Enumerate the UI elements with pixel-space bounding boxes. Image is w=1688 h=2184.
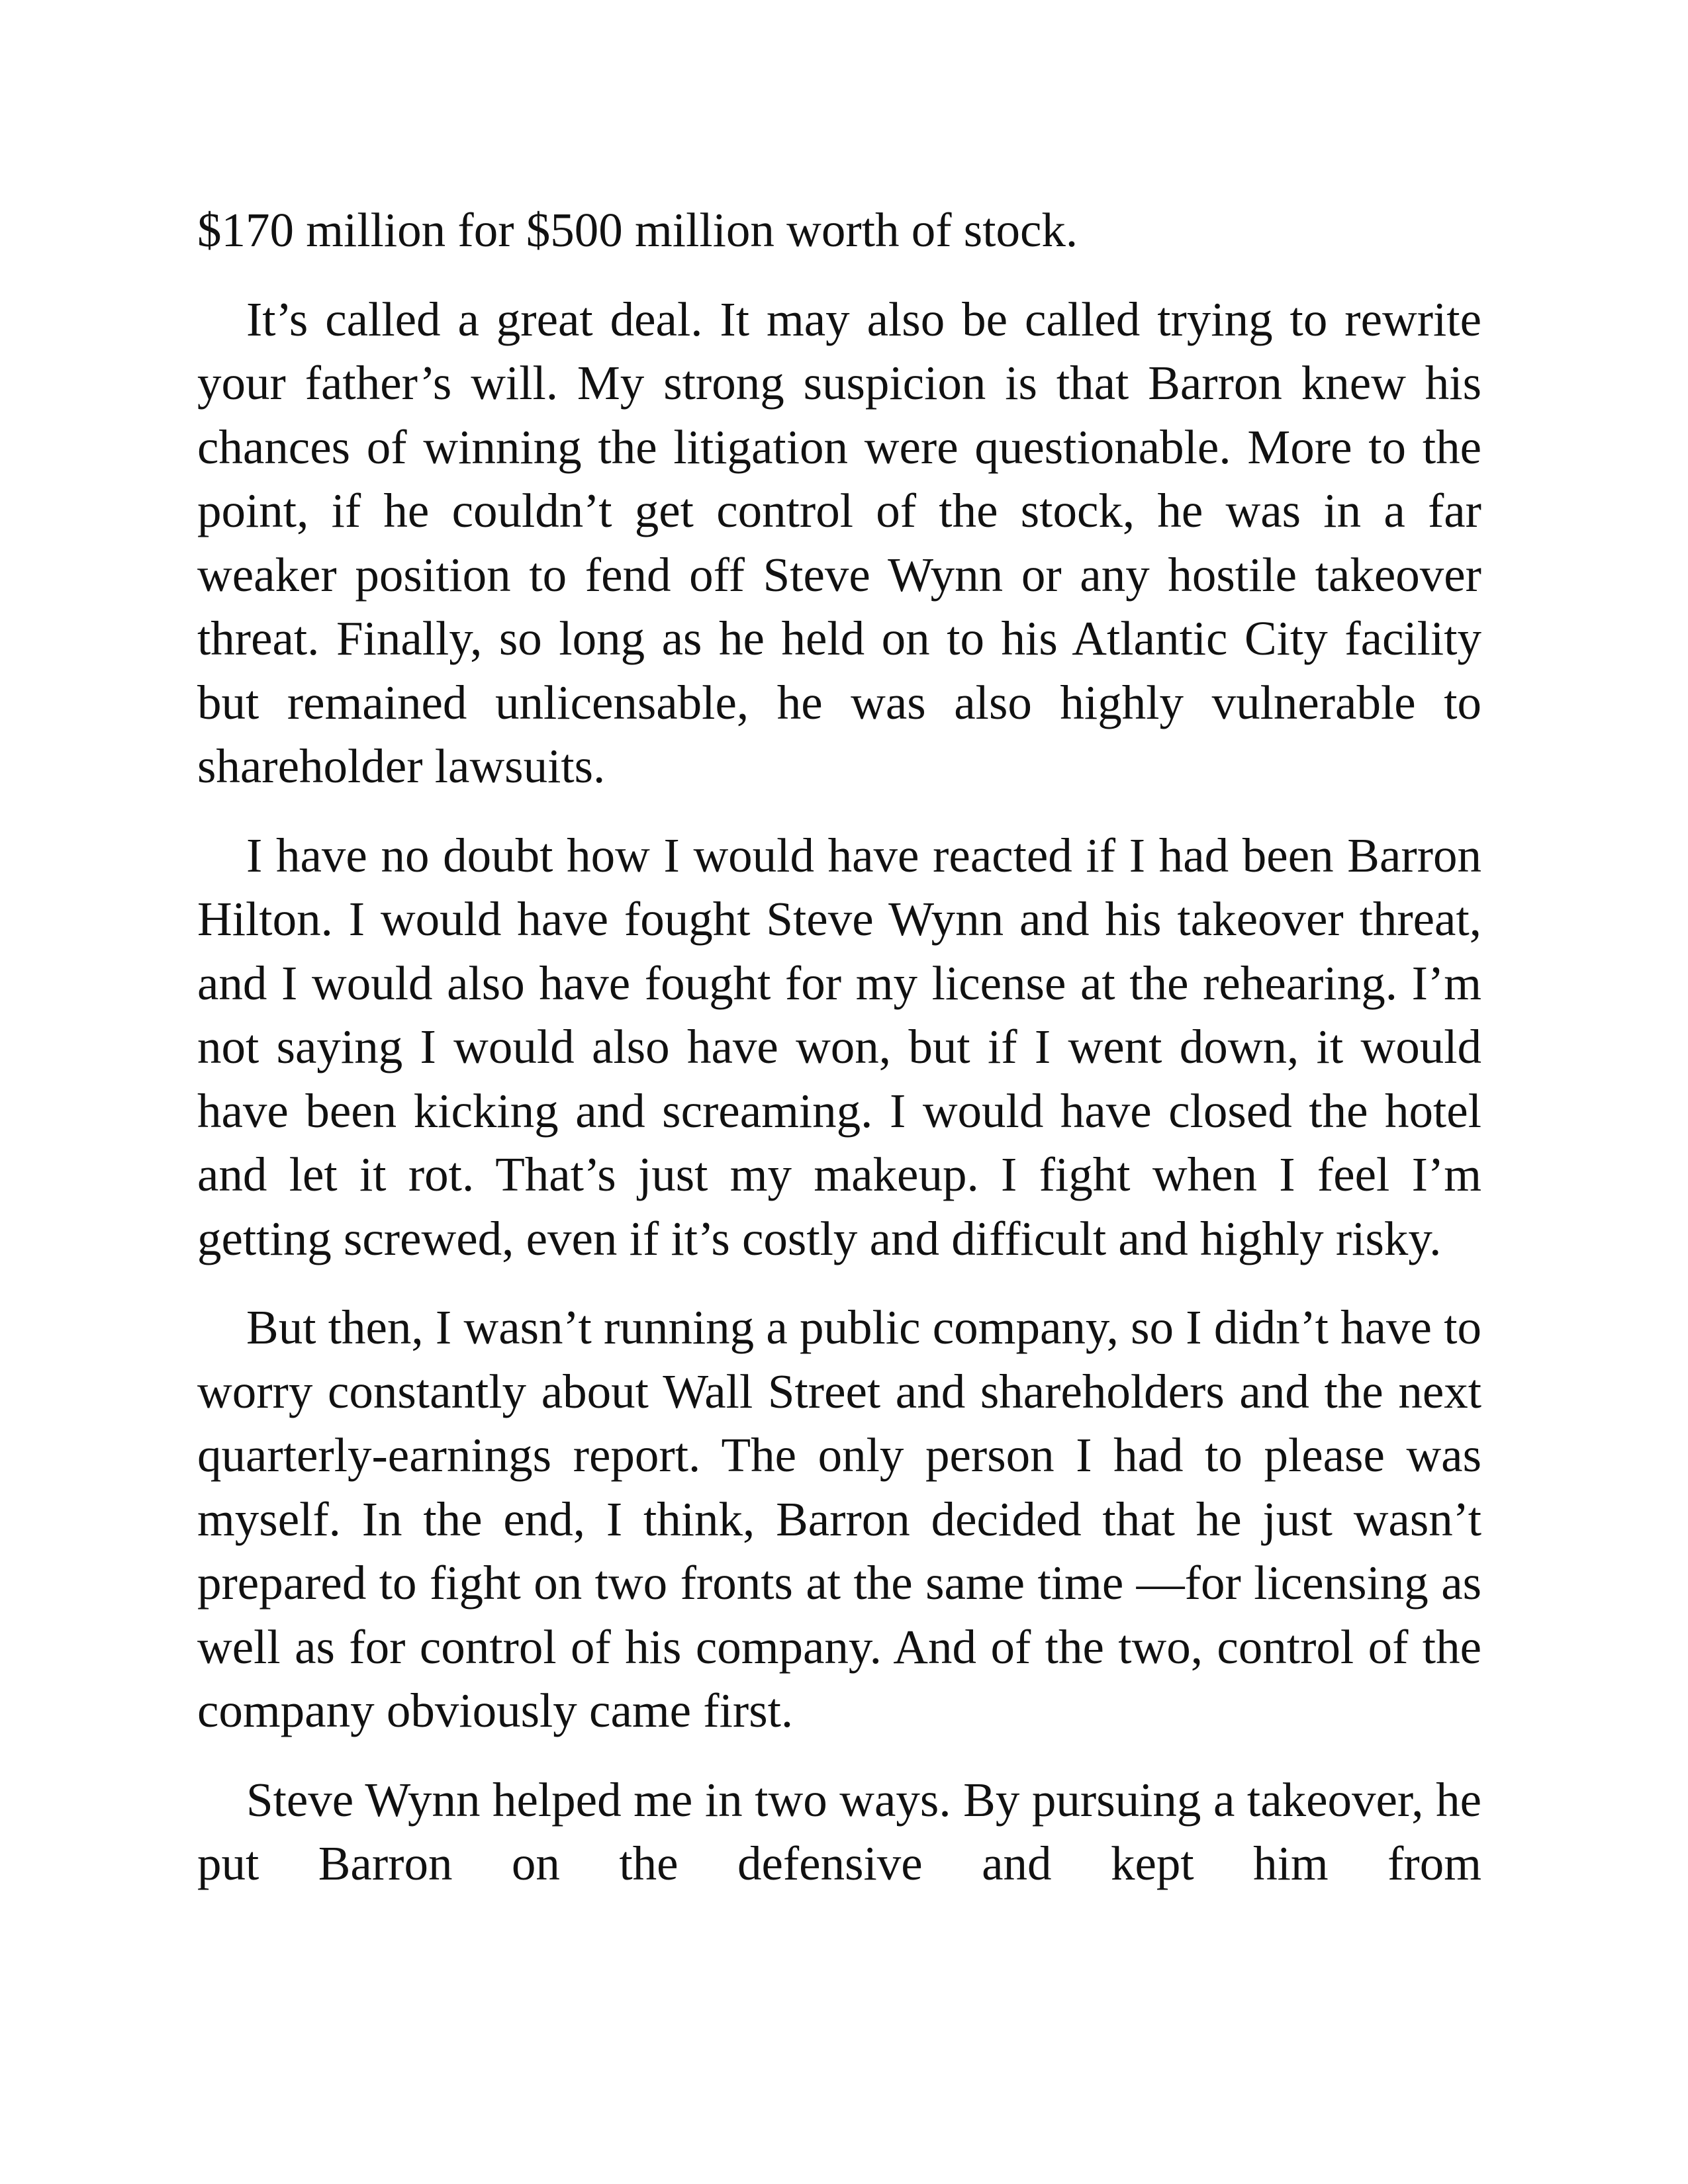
- paragraph-steve-wynn: Steve Wynn helped me in two ways. By pursuing a takeover, he put Barron on the defensive and kept him from: [197, 1772, 1481, 1890]
- paragraph-public-company: But then, I wasn’t running a public company, so I didn’t have to worry constantly about Wall Street and shareholders and the next quarterly-earnings report. The only person I had to please was myself. In the end, I think, Barron decided that he just wasn’t prepared to fight on two fronts at the same time —for licensing as well as for control of his company. And of the two, control of the company obviously came first.: [197, 1300, 1481, 1737]
- document-page: [197, 199, 1481, 1896]
- paragraph-great-deal: It’s called a great deal. It may also be called trying to rewrite your father’s will. My strong suspicion is that Barron knew his chances of winning the litigation were questionable. More to the point, if he couldn’t get control of the stock, he was in a far weaker position to fend off Steve Wynn or any hostile takeover threat. Finally, so long as he held on to his Atlantic City facility but remained unlicensable, he was also highly vulnerable to shareholder lawsuits.: [197, 292, 1481, 793]
- paragraph-continued: $170 million for $500 million worth of stock.: [197, 203, 1078, 257]
- paragraph-reaction: I have no doubt how I would have reacted if I had been Barron Hilton. I would have fought Steve Wynn and his takeover threat, and I would also have fought for my license at the rehearing. I’m not saying I would also have won, but if I went down, it would have been kicking and screaming. I would have closed the hotel and let it rot. That’s just my makeup. I fight when I feel I’m getting screwed, even if it’s costly and difficult and highly risky.: [197, 828, 1481, 1265]
